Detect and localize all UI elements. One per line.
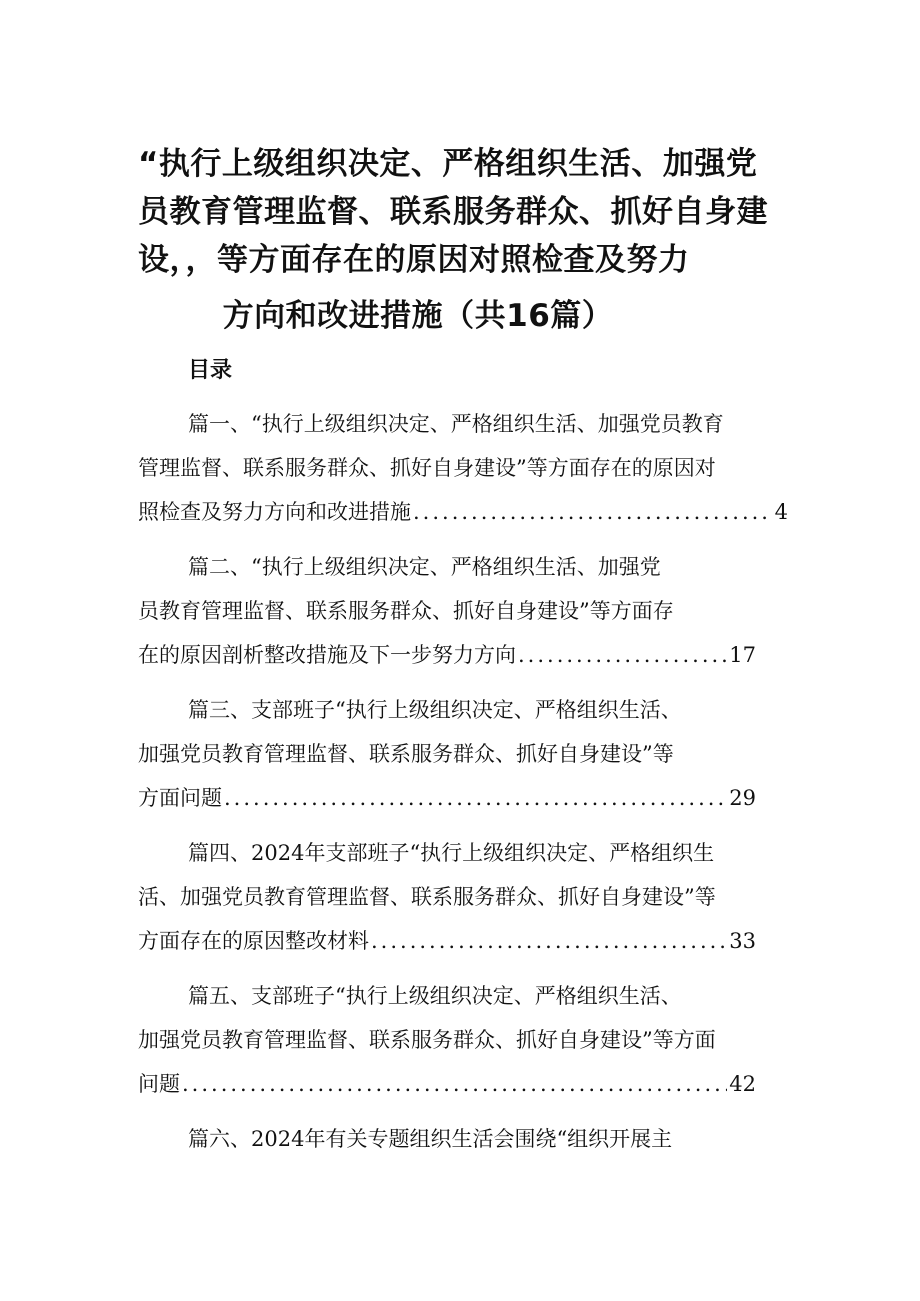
toc-leader-dots [413,490,773,534]
toc-entry[interactable] [138,974,788,1106]
toc-page-number: 33 [729,929,756,953]
toc-entry-last-line [138,776,756,820]
toc-entry-line: 问题 [138,1072,180,1096]
toc-entry-line: 在的原因剖析整改措施及下一步努力方向 [138,643,516,667]
toc-heading: 目录 [188,357,233,383]
toc-leader-dots [518,633,727,677]
toc-leader-dots [224,776,727,820]
toc-entry-line: 加强党员教育管理监督、联系服务群众、抓好自身建设”等 [138,742,674,766]
document-title [138,140,798,340]
title-line: 设，，等方面存在的原因对照检查及努力 [138,242,690,278]
toc-entry-line: 方面存在的原因整改材料 [138,929,369,953]
toc-entry-line: 员教育管理监督、联系服务群众、抓好自身建设”等方面存 [138,599,674,623]
toc-entry[interactable] [138,1117,788,1161]
title-line: 员教育管理监督、联系服务群众、抓好自身建 [138,194,768,230]
toc-page-number: 29 [729,786,756,810]
toc-page-number: 42 [729,1072,756,1096]
toc-entry-line: 篇三、支部班子“执行上级组织决定、严格组织生活、 [188,698,682,722]
toc-entry-line: 活、加强党员教育管理监督、联系服务群众、抓好自身建设”等 [138,885,716,909]
toc-entry-last-line [138,919,756,963]
toc-leader-dots [182,1062,727,1106]
toc-entry-line: 篇二、“执行上级组织决定、严格组织生活、加强党 [188,555,661,579]
toc-entry[interactable] [138,831,788,963]
toc-entry-line: 照检查及努力方向和改进措施 [138,500,411,524]
toc-entry-line: 篇四、2024年支部班子“执行上级组织决定、严格组织生 [188,841,715,865]
toc-entry[interactable] [138,688,788,820]
toc-entry-last-line [138,1062,756,1106]
toc-entry-line: 方面问题 [138,786,222,810]
toc-leader-dots [371,919,727,963]
toc-entry-line: 篇五、支部班子“执行上级组织决定、严格组织生活、 [188,984,682,1008]
title-line: “执行上级组织决定、严格组织生活、加强党 [138,146,758,182]
toc-entry-line: 管理监督、联系服务群众、抓好自身建设”等方面存在的原因对 [138,456,716,480]
toc-entry-line: 篇一、“执行上级组织决定、严格组织生活、加强党员教育 [188,412,724,436]
toc-entry-last-line [138,490,788,534]
toc-entry[interactable] [138,545,788,677]
toc-entry-last-line [138,633,756,677]
table-of-contents [138,402,788,1172]
toc-entry[interactable] [138,402,788,534]
toc-entry-line: 加强党员教育管理监督、联系服务群众、抓好自身建设”等方面 [138,1028,716,1052]
toc-page-number: 17 [729,643,756,667]
toc-entry-line: 篇六、2024年有关专题组织生活会围绕“组织开展主 [188,1127,673,1151]
toc-page-number: 4 [774,500,788,524]
title-line: 方向和改进措施（共16篇） [222,298,614,334]
